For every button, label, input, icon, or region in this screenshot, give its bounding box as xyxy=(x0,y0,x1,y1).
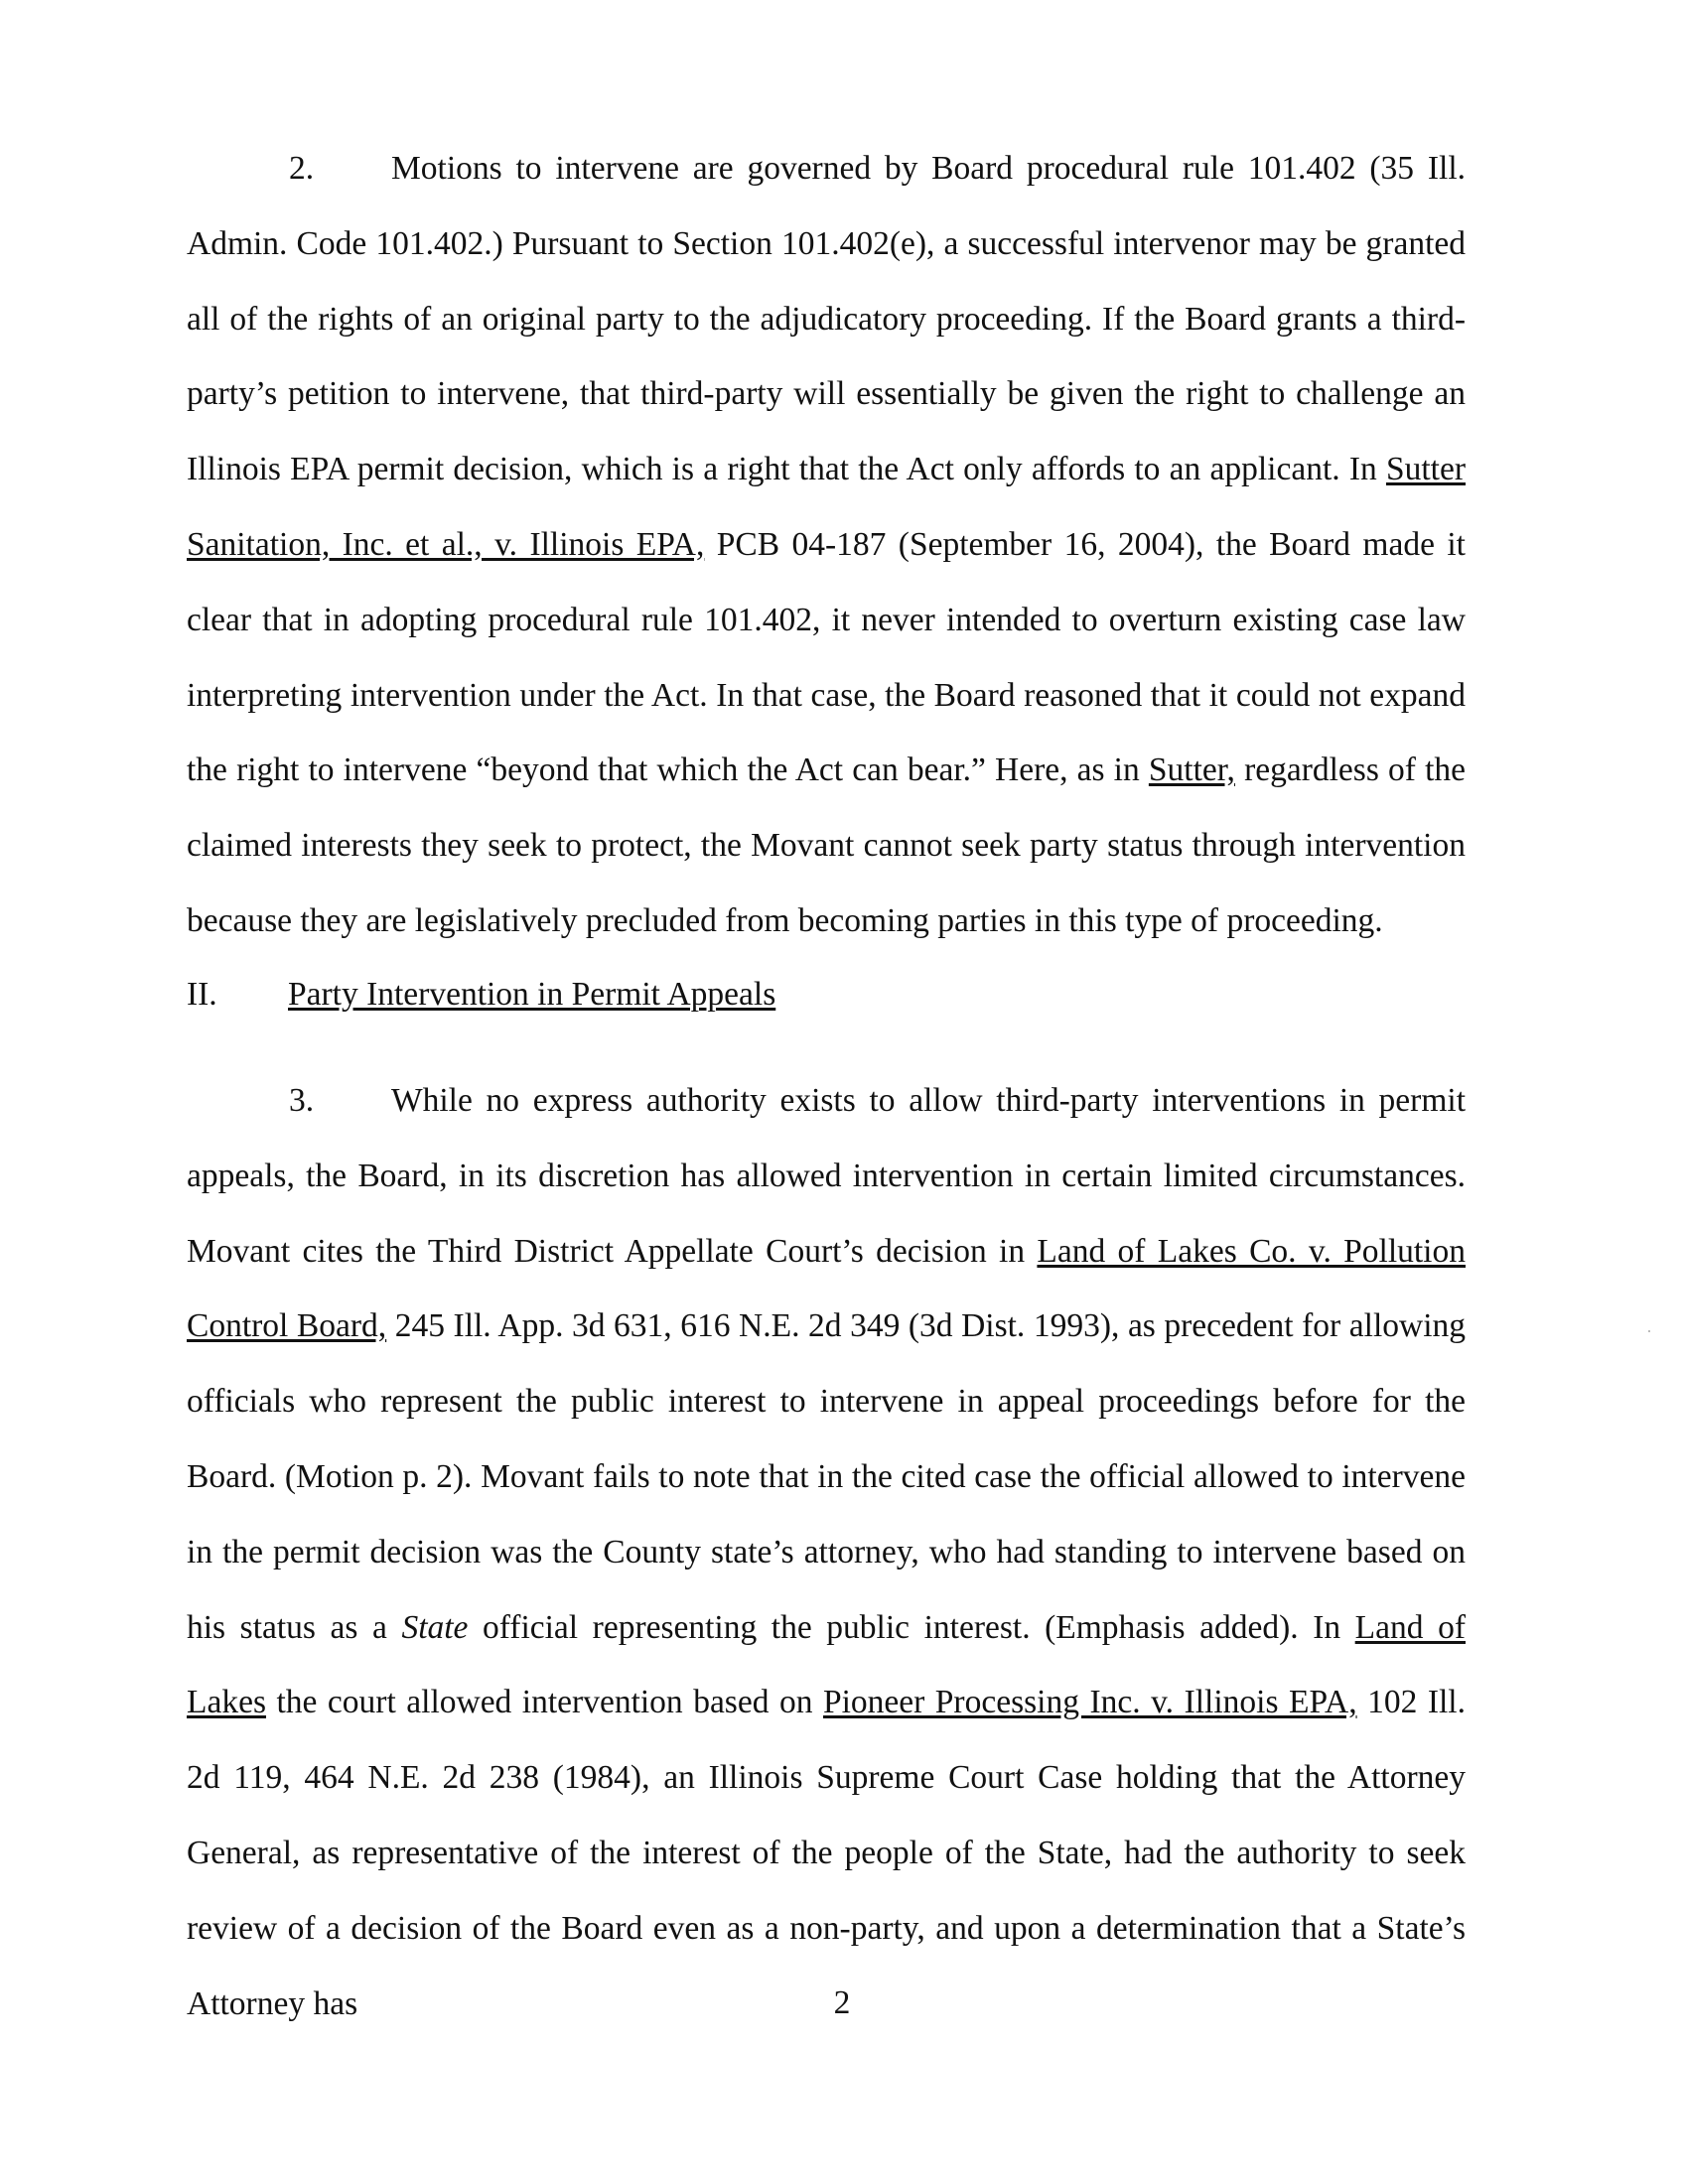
paragraph-text: PCB 04-187 (September 16, 2004), the Board made it clear that in adopting procedural rule 101.402, it never intended to overturn existing case law interpreting intervention under the Act. In that case, the Board reasoned that it could not expand the right to intervene “beyond that which the Act can bear.” Here, as in xyxy=(187,525,1466,789)
scan-speck xyxy=(1648,1330,1650,1332)
paragraph-text: Motions to intervene are governed by Board procedural rule 101.402 (35 Ill. Admin. Code 101.402.) Pursuant to Section 101.402(e), a successful intervenor may be granted all of the rights of an original party to the adjudicatory proceeding. If the Board grants a third-party’s petition to intervene, that third-party will essentially be given the right to challenge an Illinois EPA permit decision, which is a right that the Act only affords to an applicant. In xyxy=(187,150,1466,488)
case-citation-land-of-lakes: Land of Lakes xyxy=(187,1608,1466,1721)
case-citation-sutter: Sutter, xyxy=(1148,751,1235,789)
case-citation-land-of-lakes-full: Land of Lakes Co. v. Pollution Control Board, xyxy=(187,1232,1466,1345)
paragraph-text: official representing the public interest. (Emphasis added). In xyxy=(468,1608,1355,1646)
case-citation-pioneer-processing: Pioneer Processing Inc. v. Illinois EPA, xyxy=(822,1684,1357,1721)
section-title: Party Intervention in Permit Appeals xyxy=(288,976,776,1013)
paragraph-number: 2. xyxy=(289,150,315,187)
paragraph-text: the court allowed intervention based on xyxy=(266,1684,823,1721)
section-heading xyxy=(187,957,775,1032)
paragraph-text: While no express authority exists to allow third-party interventions in permit appeals, the Board, in its discretion has allowed intervention in certain limited circumstances. Movant cites the Third District Appellate Court’s decision in xyxy=(187,1082,1466,1270)
paragraph-text: 102 Ill. 2d 119, 464 N.E. 2d 238 (1984), an Illinois Supreme Court Case holding that the Attorney General, as representative of the interest of the people of the State, had the authority to seek review of a decision of the Board even as a non-party, and upon a determination that a State’s Attorney has xyxy=(187,1684,1466,2022)
paragraph-2 xyxy=(187,131,1466,959)
paragraph-text: 245 Ill. App. 3d 631, 616 N.E. 2d 349 (3d Dist. 1993), as precedent for allowing officials who represent the public interest to intervene in appeal proceedings before for the Board. (Motion p. 2). Movant fails to note that in the cited case the official allowed to intervene in the permit decision was the County state’s attorney, who had standing to intervene based on his status as a xyxy=(187,1307,1466,1646)
paragraph-3 xyxy=(187,1063,1466,2041)
emphasis-state: State xyxy=(401,1608,469,1646)
paragraph-text: regardless of the claimed interests they seek to protect, the Movant cannot seek party status through intervention because they are legislatively precluded from becoming parties in this type of proceeding. xyxy=(187,751,1466,939)
case-citation-sutter-sanitation: Sutter Sanitation, Inc. et al., v. Illinois EPA, xyxy=(187,451,1466,563)
paragraph-number: 3. xyxy=(289,1082,315,1119)
page-number: 2 xyxy=(833,1984,851,2021)
section-number: II. xyxy=(187,976,217,1013)
